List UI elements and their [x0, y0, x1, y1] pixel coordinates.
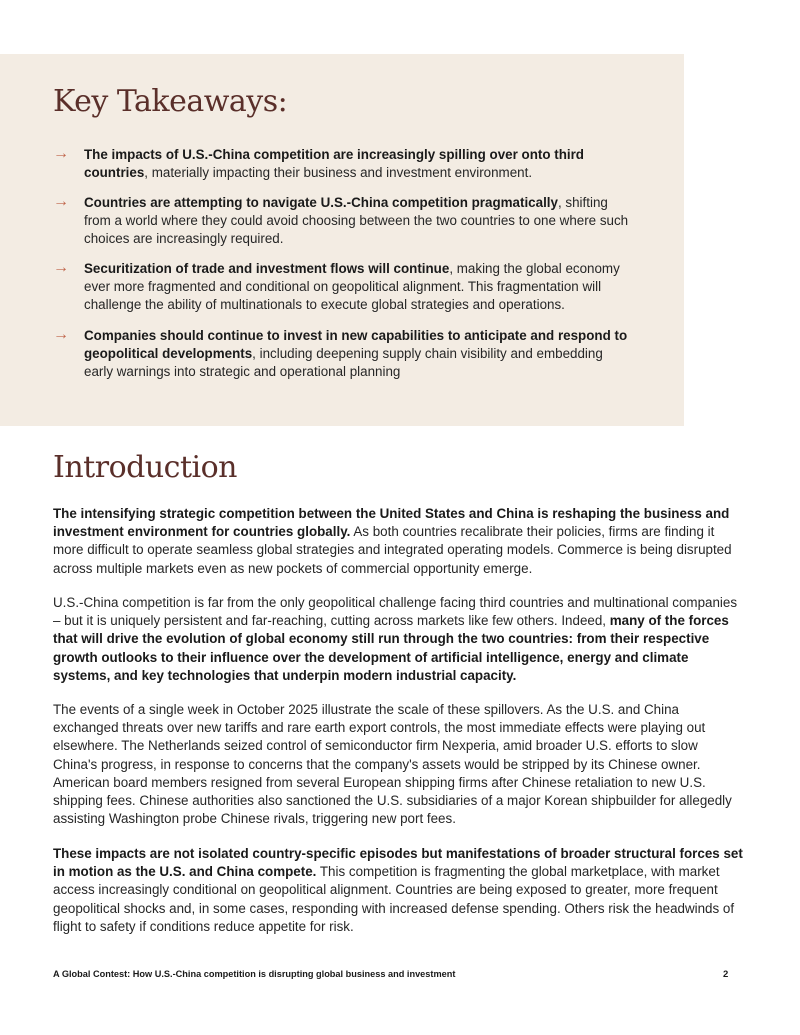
- page-number: 2: [723, 969, 729, 980]
- takeaway-text: Countries are attempting to navigate U.S.-China competition pragmatically, shifting from a world where they could avoid choosing between the two countries to one where such choices are increasingly required.: [84, 195, 629, 247]
- takeaway-item: [53, 327, 633, 382]
- intro-paragraph-4: These impacts are not isolated country-specific episodes but manifestations of broader structural forces set in motion as the U.S. and China compete. This competition is fragmenting the global marketplace, with market access increasingly conditional on geopolitical alignment. Countries are being exposed to greater, more frequent geopolitical shocks and, in some cases, responding with increased defense spending. Others risk the headwinds of flight to safety if conditions reduce appetite for risk.: [53, 846, 743, 934]
- intro-paragraph-1: The intensifying strategic competition between the United States and China is reshaping the business and investment environment for countries globally. As both countries recalibrate their policies, firms are finding it more difficult to operate seamless global strategies and integrated operating models. Commerce is being disrupted across multiple markets even as new pockets of commercial opportunity emerge.: [53, 506, 732, 576]
- arrow-right-icon: →: [53, 193, 69, 210]
- arrow-right-icon: →: [53, 326, 69, 343]
- key-takeaways-heading: Key Takeaways:: [53, 84, 288, 119]
- takeaway-item: [53, 146, 633, 182]
- takeaway-text: Companies should continue to invest in new capabilities to anticipate and respond to geopolitical developments, including deepening supply chain visibility and embedding early warnings into strategic and operational planning: [84, 328, 628, 380]
- intro-paragraph-3: The events of a single week in October 2025 illustrate the scale of these spillovers. As the U.S. and China exchanged threats over new tariffs and rare earth export controls, the most immediate effects were playing out elsewhere. The Netherlands seized control of semiconductor firm Nexperia, amid broader U.S. efforts to slow China's progress, in response to concerns that the company's assets would be stripped by its Chinese owner. American board members resigned from several European shipping firms after Chinese retaliation to new U.S. shipping fees. Chinese authorities also sanctioned the U.S. subsidiaries of a major Korean shipbuilder for allegedly assisting Washington probe Chinese rivals, triggering new port fees.: [53, 702, 732, 827]
- arrow-right-icon: →: [53, 145, 69, 162]
- intro-paragraph-2: U.S.-China competition is far from the only geopolitical challenge facing third countries and multinational companies – but it is uniquely persistent and far-reaching, cutting across markets like few others. Indeed, many of the forces that will drive the evolution of global economy still run through the two countries: from their respective growth outlooks to their influence over the development of artificial intelligence, energy and climate systems, and key technologies that underpin modern industrial capacity.: [53, 595, 738, 683]
- takeaway-text: The impacts of U.S.-China competition are increasingly spilling over onto third countries, materially impacting their business and investment environment.: [84, 147, 584, 181]
- takeaway-item: [53, 194, 633, 249]
- footer-document-title: A Global Contest: How U.S.-China competition is disrupting global business and investment: [53, 969, 456, 979]
- takeaway-item: [53, 260, 633, 315]
- introduction-heading: Introduction: [53, 450, 237, 485]
- takeaway-text: Securitization of trade and investment flows will continue, making the global economy ever more fragmented and conditional on geopolitical alignment. This fragmentation will challenge the ability of multinationals to execute global strategies and operations.: [84, 261, 620, 313]
- arrow-right-icon: →: [53, 259, 69, 276]
